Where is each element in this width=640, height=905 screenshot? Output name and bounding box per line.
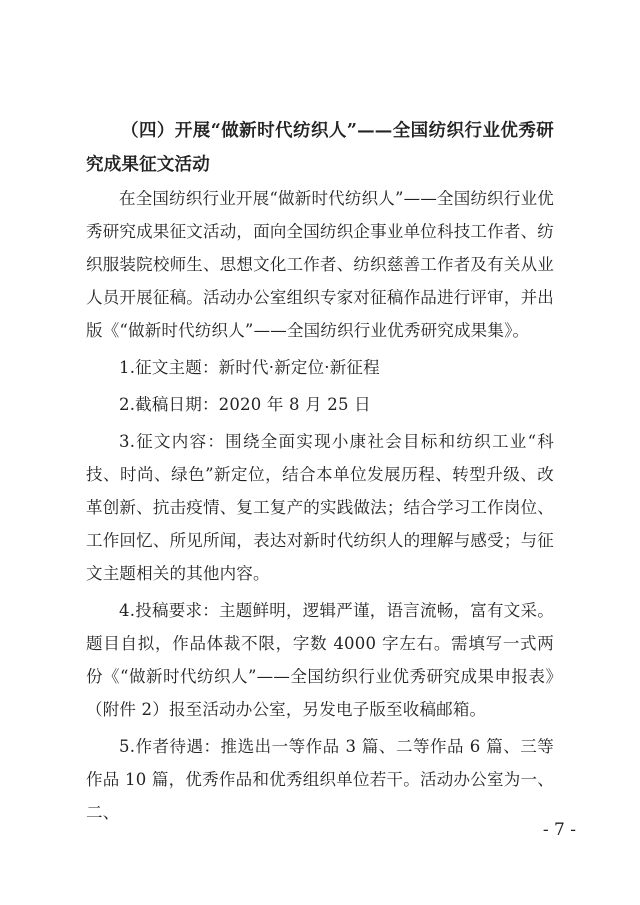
intro-paragraph: 在全国纺织行业开展“做新时代纺织人”——全国纺织行业优秀研究成果征文活动，面向全国纺织企事业单位科技工作者、纺织服装院校师生、思想文化工作者、纺织慈善工作者及有关从业人员开展征稿。活动办公室组织专家对征稿作品进行评审，并出版《“做新时代纺织人”——全国纺织行业优秀研究成果集》。 [86,189,554,340]
page-number: - 7 - [542,820,576,840]
awards-paragraph: 5.作者待遇：推选出一等作品 3 篇、二等作品 6 篇、三等作品 10 篇，优秀作品和优秀组织单位若干。活动办公室为一、二、 [86,737,554,822]
submission-paragraph: 4.投稿要求：主题鲜明，逻辑严谨，语言流畅，富有文采。题目自拟，作品体裁不限，字数 4000 字左右。需填写一式两份《“做新时代纺织人”——全国纺织行业优秀研究成果申报表》（附件 2）报至活动办公室，另发电子版至收稿邮箱。 [86,601,554,719]
theme-paragraph: 1.征文主题：新时代·新定位·新征程 [119,358,380,377]
content-paragraph: 3.征文内容：围绕全面实现小康社会目标和纺织工业“科技、时尚、绿色”新定位，结合本单位发展历程、转型升级、改革创新、抗击疫情、复工复产的实践做法；结合学习工作岗位、工作回忆、所见所闻，表达对新时代纺织人的理解与感受；与征文主题相关的其他内容。 [86,432,554,583]
document-body [86,114,554,833]
deadline-paragraph: 2.截稿日期：2020 年 8 月 25 日 [119,395,371,414]
section-heading: （四）开展“做新时代纺织人”——全国纺织行业优秀研究成果征文活动 [86,121,554,175]
